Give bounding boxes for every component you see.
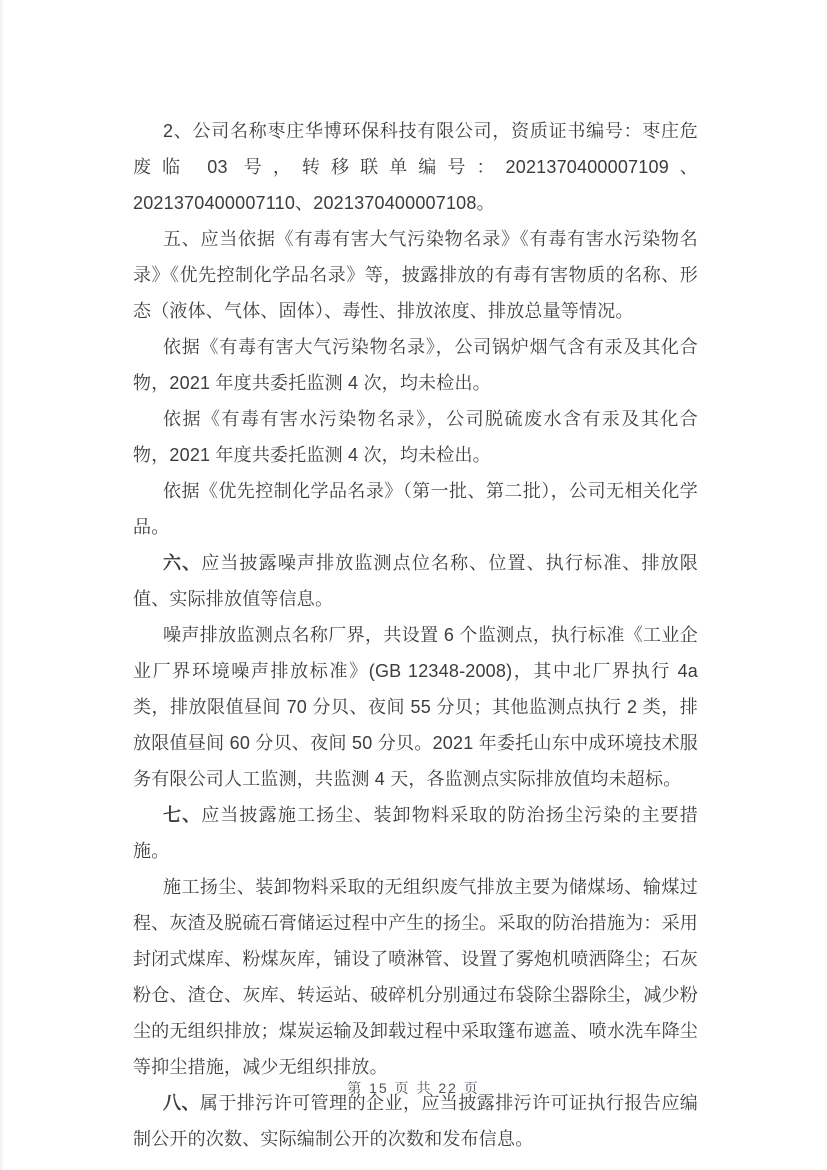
section-5-heading-para [133,221,698,329]
paragraph-text: 2、公司名称枣庄华博环保科技有限公司，资质证书编号：枣庄危废临 03 号，转移联单编号：2021370400007109、2021370400007110、2021370400007108。 [133,121,698,213]
section-6-heading-para [133,545,698,617]
paragraph-text: 依据《有毒有害水污染物名录》，公司脱硫废水含有汞及其化合物，2021 年度共委托监测 4 次，均未检出。 [133,409,698,465]
para-air-toxics [133,329,698,401]
section-number: 八、 [163,1093,200,1113]
para-noise-monitoring [133,617,698,797]
para-dust-control [133,869,698,1085]
scan-edge-artifact [0,0,4,1170]
para-water-toxics [133,401,698,473]
paragraph-text: 五、应当依据《有毒有害大气污染物名录》《有毒有害水污染物名录》《优先控制化学品名录》等，披露排放的有毒有害物质的名称、形态（液体、气体、固体）、毒性、排放浓度、排放总量等情况。 [133,229,698,321]
paragraph-text: 施工扬尘、装卸物料采取的无组织废气排放主要为储煤场、输煤过程、灰渣及脱硫石膏储运过程中产生的扬尘。采取的防治措施为：采用封闭式煤库、粉煤灰库，铺设了喷淋管、设置了雾炮机喷洒降尘；石灰粉仓、渣仓、灰库、转运站、破碎机分别通过布袋除尘器除尘，减少粉尘的无组织排放；煤炭运输及卸载过程中采取篷布遮盖、喷水洗车降尘等抑尘措施，减少无组织排放。 [133,877,698,1077]
page-number-footer: 第 15 页 共 22 页 [347,1080,480,1096]
section-number: 七、 [163,805,202,825]
paragraph-text: 属于排污许可管理的企业，应当披露排污许可证执行报告应编制公开的次数、实际编制公开的次数和发布信息。 [133,1093,698,1149]
paragraph-text: 应当披露噪声排放监测点位名称、位置、执行标准、排放限值、实际排放值等信息。 [133,553,698,609]
para-priority-chemicals [133,473,698,545]
section-number: 六、 [163,553,202,573]
paragraph-text: 应当披露施工扬尘、装卸物料采取的防治扬尘污染的主要措施。 [133,805,698,861]
paragraph-text: 依据《优先控制化学品名录》（第一批、第二批），公司无相关化学品。 [133,481,698,537]
para-company-certificate [133,113,698,221]
document-body [133,113,698,1157]
paragraph-text: 噪声排放监测点名称厂界，共设置 6 个监测点，执行标准《工业企业厂界环境噪声排放标准》(GB 12348-2008)，其中北厂界执行 4a 类，排放限值昼间 70 分贝、夜间 55 分贝；其他监测点执行 2 类，排放限值昼间 60 分贝、夜间 50 分贝。2021 年委托山东中成环境技术服务有限公司人工监测，共监测 4 天，各监测点实际排放值均未超标。 [133,625,698,789]
section-7-heading-para [133,797,698,869]
paragraph-text: 依据《有毒有害大气污染物名录》，公司锅炉烟气含有汞及其化合物，2021 年度共委托监测 4 次，均未检出。 [133,337,698,393]
